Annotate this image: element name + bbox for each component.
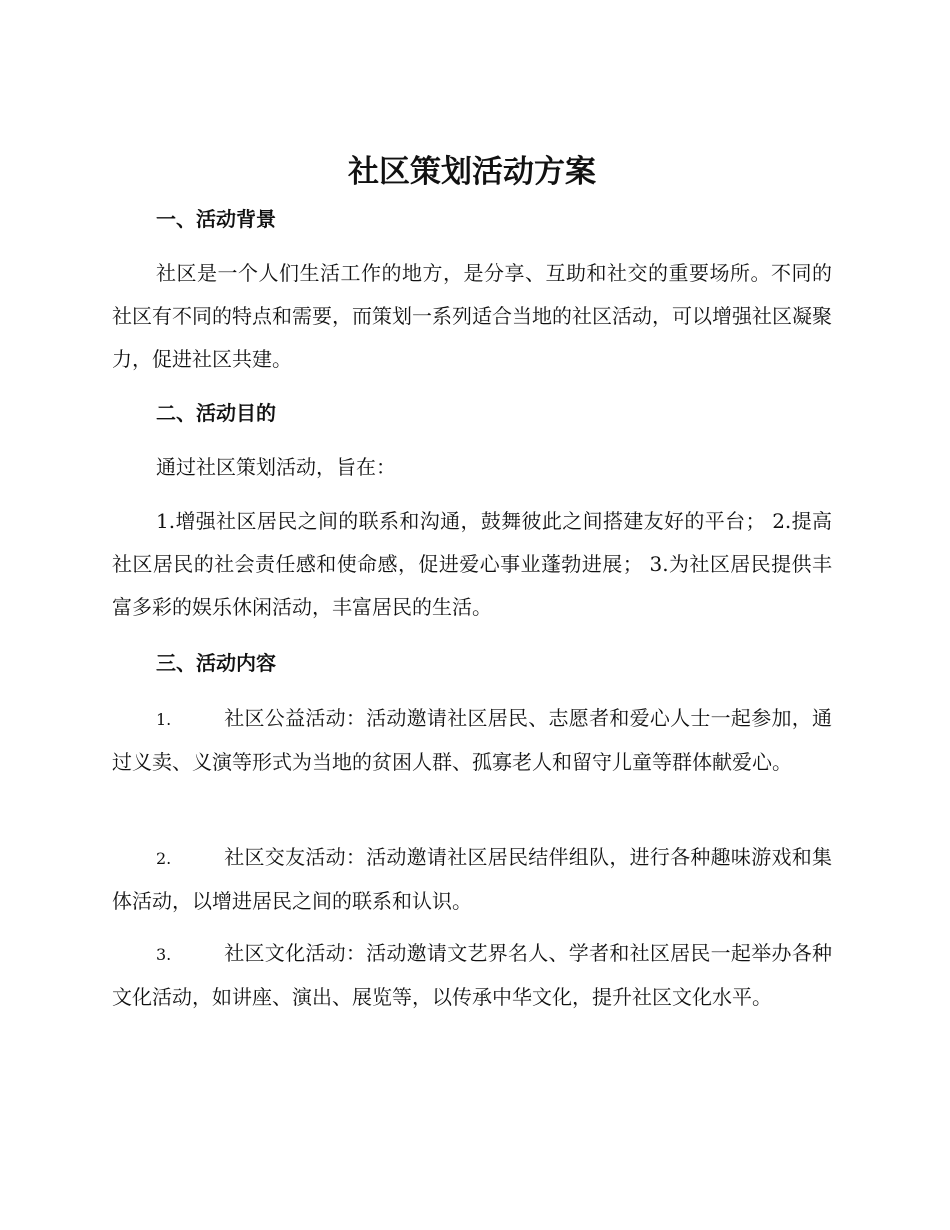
purpose-intro-paragraph: 通过社区策划活动，旨在： — [156, 455, 396, 479]
content-item-number: 1. — [156, 710, 172, 729]
background-paragraph: 社区是一个人们生活工作的地方，是分享、互助和社交的重要场所。不同的社区有不同的特点和需要，而策划一系列适合当地的社区活动，可以增强社区凝聚力，促进社区共建。 — [112, 261, 832, 371]
section-heading-purpose: 二、活动目的 — [156, 401, 276, 425]
content-item-text: 社区交友活动：活动邀请社区居民结伴组队，进行各种趣味游戏和集体活动，以增进居民之间的联系和认识。 — [112, 845, 832, 913]
content-item-1 — [112, 697, 832, 784]
section-heading-content: 三、活动内容 — [156, 651, 276, 675]
content-item-3 — [112, 932, 832, 1019]
purpose-goals-paragraph: 1.增强社区居民之间的联系和沟通，鼓舞彼此之间搭建友好的平台； 2.提高社区居民的社会责任感和使命感，促进爱心事业蓬勃进展； 3.为社区居民提供丰富多彩的娱乐休闲活动，丰富居民的生活。 — [112, 509, 832, 619]
content-item-number: 3. — [156, 945, 172, 964]
section-heading-background: 一、活动背景 — [156, 207, 276, 231]
content-item-text: 社区文化活动：活动邀请文艺界名人、学者和社区居民一起举办各种文化活动，如讲座、演出、展览等，以传承中华文化，提升社区文化水平。 — [112, 941, 832, 1009]
content-item-text: 社区公益活动：活动邀请社区居民、志愿者和爱心人士一起参加，通过义卖、义演等形式为当地的贫困人群、孤寡老人和留守儿童等群体献爱心。 — [112, 706, 832, 774]
content-item-number: 2. — [156, 849, 172, 868]
content-item-2 — [112, 836, 832, 923]
document-title: 社区策划活动方案 — [348, 154, 596, 190]
